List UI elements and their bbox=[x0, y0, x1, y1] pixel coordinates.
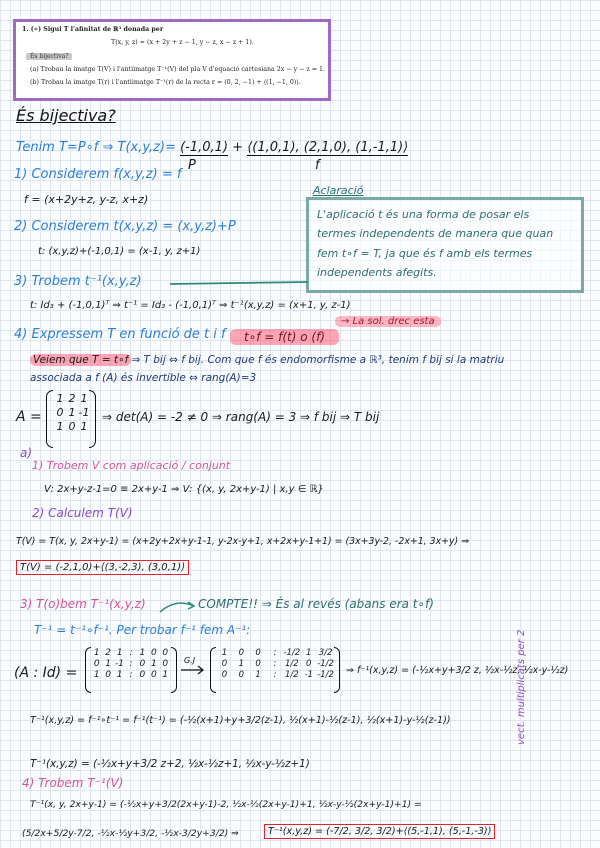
aclaracio-title: Aclaració bbox=[313, 184, 364, 197]
matrix-a-cell: 2 bbox=[68, 392, 76, 405]
aclaracio-line-2: termes independents de manera que quan bbox=[317, 227, 554, 240]
aug-right-cell: 0 bbox=[255, 648, 261, 658]
aug-right-cell: -1/2 bbox=[283, 648, 301, 658]
aug-right-cell: 0 bbox=[306, 659, 312, 669]
step2-formula: t: (x,y,z)+(-1,0,1) = (x-1, y, z+1) bbox=[38, 246, 201, 257]
step-tinv-line: T⁻¹ = t⁻¹∘f⁻¹. Per trobar f⁻¹ fem A⁻¹: bbox=[34, 623, 251, 637]
aug-left-cell: : bbox=[129, 670, 133, 680]
problem-part-b: (b) Trobau la imatge T(r) i l'antiimatge T⁻¹(r) de la recta r = (0, 2, −1) + ⟨(1, −1, 0)⟩. bbox=[30, 79, 301, 86]
aug-right-matrix bbox=[210, 647, 340, 693]
matrix-a bbox=[46, 390, 96, 448]
aug-right-cell: 1 bbox=[221, 648, 228, 658]
aug-right-cell: 1 bbox=[306, 648, 312, 658]
aug-left-cell: 0 bbox=[139, 659, 146, 669]
aug-left-cell: 0 bbox=[150, 648, 157, 658]
aug-right-cell: 3/2 bbox=[318, 648, 333, 658]
problem-statement-box bbox=[13, 19, 331, 101]
aclaracio-line-1: L'aplicació t és una forma de posar els bbox=[317, 208, 530, 221]
aug-right-cell: : bbox=[273, 670, 277, 680]
aug-left-cell: 1 bbox=[116, 648, 123, 658]
matrix-a-cell: 0 bbox=[56, 406, 64, 419]
matrix-a-cell: 1 bbox=[80, 420, 88, 433]
connector-arrow-teal bbox=[168, 278, 313, 290]
aug-right-cell: 0 bbox=[255, 659, 261, 669]
aug-right-cell: 1/2 bbox=[285, 659, 299, 669]
matrix-a-label: A = bbox=[16, 409, 42, 425]
step3-title: 3) Trobem t⁻¹(x,y,z) bbox=[14, 274, 142, 289]
veiem-t-eq-tof: Veiem que T = t∘f bbox=[30, 354, 131, 366]
aug-left-cell: 0 bbox=[105, 670, 111, 680]
matrix-a-cell: 1 bbox=[80, 392, 88, 405]
aug-right-cell: 0 bbox=[238, 648, 244, 658]
aug-right-cell: 0 bbox=[221, 670, 228, 680]
aclaracio-box bbox=[306, 197, 584, 293]
aug-arrow bbox=[180, 665, 206, 675]
hint-badge: És bijectiva? bbox=[26, 53, 72, 60]
aug-right-cell: 1 bbox=[238, 659, 244, 669]
aug-left-cell: 0 bbox=[150, 670, 157, 680]
step1-formula: f = (x+2y+z, y-z, x+z) bbox=[24, 193, 149, 206]
aug-right-cell: 0 bbox=[238, 670, 244, 680]
aclaracio-line-3: fem t∘f = T, ja que és f amb els termes bbox=[317, 247, 533, 260]
part-a-label: a) bbox=[20, 446, 33, 460]
step4b-line-1: T⁻¹(x, y, 2x+y-1) = (-½x+y+3/2(2x+y-1)-2, ½x-½(2x+y-1)+1, ½x-y-½(2x+y-1)+1) = bbox=[30, 799, 422, 810]
step4b-line-2: (5/2x+5/2y-7/2, -½x-½y+3/2, -½x-3/2y+3/2) ⇒ bbox=[22, 828, 239, 839]
aug-left-cell: 0 bbox=[162, 648, 169, 658]
part-a-step2: 2) Calculem T(V) bbox=[32, 506, 133, 520]
aug-left-cell: 1 bbox=[139, 648, 146, 658]
tenim-f: ⟨(1,0,1), (2,1,0), (1,-1,1)⟩ bbox=[247, 140, 409, 155]
aug-right-cell: 1/2 bbox=[285, 670, 299, 680]
heading-bijectiva: És bijectiva? bbox=[16, 106, 116, 125]
matrix-a-cell: 0 bbox=[68, 420, 76, 433]
tenim-p-label: P bbox=[188, 158, 196, 173]
tinv-line-1: T⁻¹(x,y,z) = f⁻¹∘t⁻¹ = f⁻¹(t⁻¹) = (-½(x+1)+y+3/2(z-1), ½(x+1)-½(z-1), ½(x+1)-y-½(z-1)) bbox=[30, 715, 451, 726]
aug-tail: ⇒ f⁻¹(x,y,z) = (-½x+y+3/2 z, ½x-½z, ½x-y-½z) bbox=[346, 665, 569, 676]
tinv-line-2: T⁻¹(x,y,z) = (-½x+y+3/2 z+2, ½x-½z+1, ½x-y-½z+1) bbox=[30, 758, 310, 770]
aug-left-cell: -1 bbox=[115, 659, 125, 669]
step4-tof-highlight: t∘f = f(t) o (f) bbox=[230, 329, 339, 345]
step-tinv-compte: COMPTE!! ⇒ És al revés (abans era t∘f) bbox=[198, 597, 434, 611]
part-a-tv-result: T(V) = (-2,1,0)+⟨(3,-2,3), (3,0,1)⟩ bbox=[16, 560, 189, 575]
tenim-lead: Tenim T=P∘f ⇒ T(x,y,z)= bbox=[16, 140, 176, 155]
compte-arrow bbox=[158, 596, 198, 616]
aug-right-cell: : bbox=[273, 659, 277, 669]
veiem-rest: ⇒ T bij ⇔ f bij. Com que f és endomorfisme a ℝ³, tenim f bij si la matriu bbox=[131, 354, 505, 366]
aug-left-cell: 0 bbox=[162, 659, 169, 669]
matrix-a-cell: 1 bbox=[56, 392, 64, 405]
aug-left-matrix bbox=[85, 647, 177, 693]
aug-left-cell: 2 bbox=[105, 648, 111, 658]
step1-title: 1) Considerem f(x,y,z) = f bbox=[14, 167, 182, 182]
aug-left-cell: 1 bbox=[116, 670, 123, 680]
step4b-title: 4) Trobem T⁻¹(V) bbox=[22, 776, 124, 790]
part-a-step1: 1) Trobem V com aplicació / conjunt bbox=[32, 459, 231, 472]
tenim-line bbox=[16, 140, 408, 155]
problem-line-1: 1. (∗) Sigui T l'afinitat de ℝ³ donada per bbox=[22, 26, 164, 33]
aug-left-cell: 0 bbox=[139, 670, 146, 680]
aug-right-cell: -1/2 bbox=[317, 659, 334, 669]
matrix-a-tail: ⇒ det(A) = -2 ≠ 0 ⇒ rang(A) = 3 ⇒ f bij ⇒ T bij bbox=[102, 410, 380, 424]
aug-left-cell: 0 bbox=[93, 659, 100, 669]
aug-left-cell: 1 bbox=[93, 670, 100, 680]
step4b-side-note: vect. multiplicats per 2 bbox=[516, 629, 527, 745]
aug-left-cell: : bbox=[129, 659, 133, 669]
step4-note: → La sol. drec esta bbox=[335, 316, 441, 327]
part-a-tv-calc: T(V) = T(x, y, 2x+y-1) = (x+2y+2x+y-1-1, y-2x-y+1, x+2x+y-1+1) = (3x+3y-2, -2x+1, 3x+y) ⇒ bbox=[16, 536, 470, 547]
tenim-plus: + bbox=[232, 140, 244, 155]
aug-left-cell: 1 bbox=[105, 659, 111, 669]
tenim-p: (-1,0,1) bbox=[180, 140, 229, 155]
step4-title: 4) Expressem T en funció de t i f bbox=[14, 327, 226, 342]
veiem-line-2: associada a f (A) és invertible ⇔ rang(A)=3 bbox=[30, 372, 257, 384]
step3-formula: t: Id₃ + (-1,0,1)ᵀ ⇒ t⁻¹ = Id₃ - (-1,0,1)ᵀ ⇒ t⁻¹(x,y,z) = (x+1, y, z-1) bbox=[30, 300, 351, 311]
tenim-f-label: f bbox=[315, 158, 320, 173]
veiem-line-1 bbox=[30, 354, 504, 366]
step-tinv-title: 3) T(o)bem T⁻¹(x,y,z) bbox=[20, 597, 146, 611]
part-a-step1-formula: V: 2x+y-z-1=0 ≡ 2x+y-1 ⇒ V: {(x, y, 2x+y-1) | x,y ∈ ℝ} bbox=[44, 484, 324, 495]
aug-left-cell: : bbox=[129, 648, 133, 658]
aug-arrow-label: G.J bbox=[184, 656, 196, 665]
step2-title: 2) Considerem t(x,y,z) = (x,y,z)+P bbox=[14, 219, 236, 234]
problem-part-a: (a) Trobau la imatge T(V) i l'antiimatge T⁻¹(V) del pla V d'equació cartesiana 2x − y − z = 1. bbox=[30, 66, 326, 73]
aug-right-cell: 1 bbox=[255, 670, 261, 680]
aug-left-cell: 1 bbox=[150, 659, 157, 669]
aug-right-cell: : bbox=[273, 648, 277, 658]
aug-left-cell: 1 bbox=[93, 648, 100, 658]
problem-formula: T(x, y, z) = (x + 2y + z − 1, y − z, x − z + 1). bbox=[111, 39, 254, 46]
aug-right-cell: -1 bbox=[304, 670, 313, 680]
aug-label: (A : Id) = bbox=[14, 665, 78, 681]
matrix-a-cell: 1 bbox=[56, 420, 64, 433]
matrix-a-cell: -1 bbox=[78, 406, 90, 419]
aug-right-cell: 0 bbox=[221, 659, 228, 669]
aug-left-cell: 1 bbox=[162, 670, 169, 680]
matrix-a-cell: 1 bbox=[68, 406, 76, 419]
aug-right-cell: -1/2 bbox=[317, 670, 334, 680]
aclaracio-line-4: independents afegits. bbox=[317, 266, 437, 279]
step4b-result: T⁻¹(x,y,z) = (-7/2, 3/2, 3/2)+⟨(5,-1,1), (5,-1,-3)⟩ bbox=[264, 824, 495, 839]
